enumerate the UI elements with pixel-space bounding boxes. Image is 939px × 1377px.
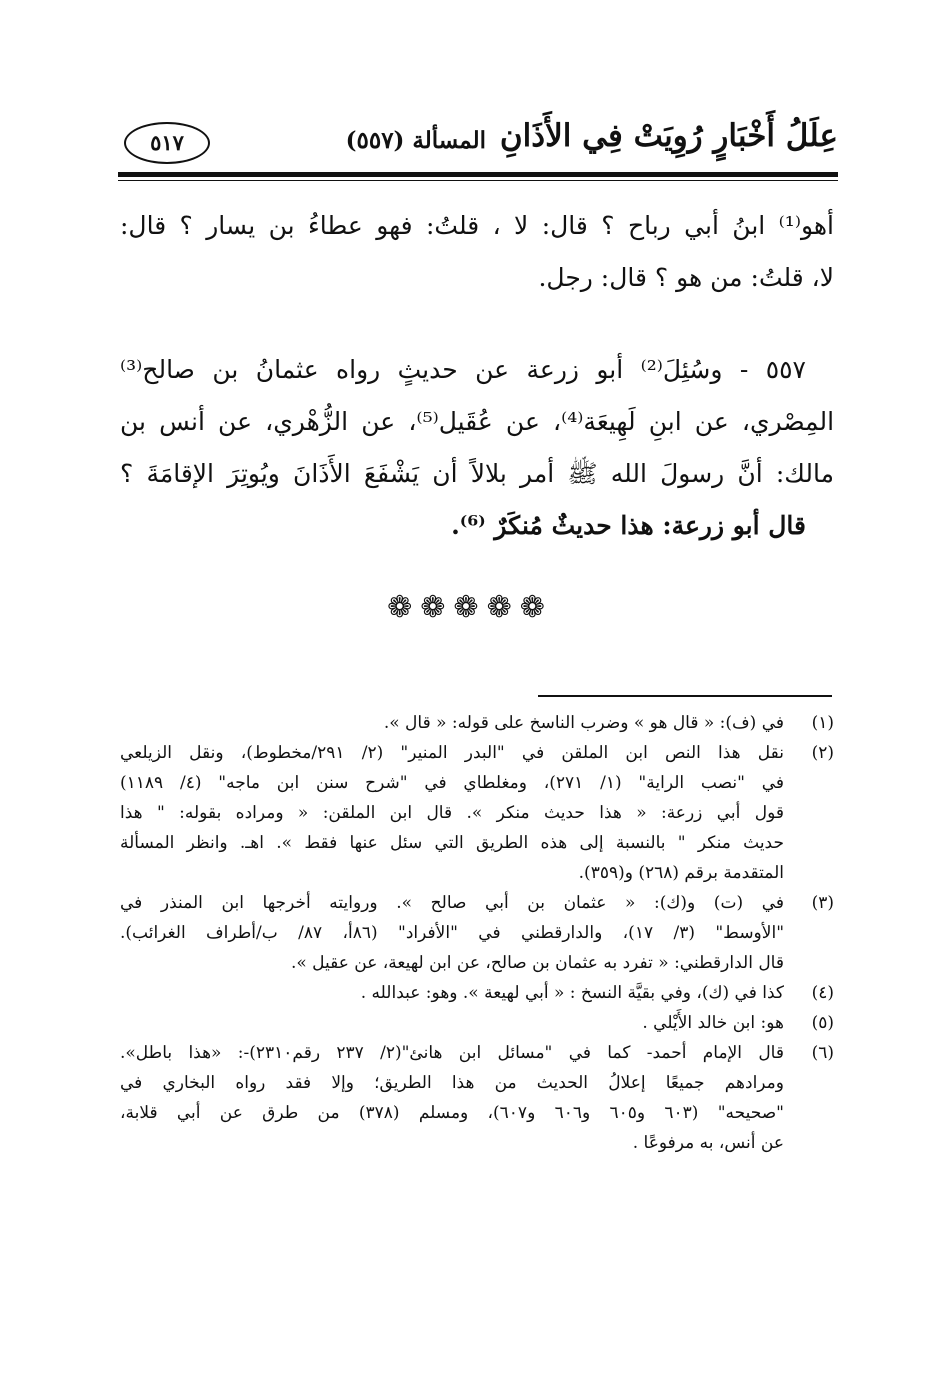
body-line: لا، قلتُ: من هو ؟ قال: رجل. xyxy=(538,263,834,292)
footnote-number: (٤) xyxy=(811,983,834,1003)
footnote-line: "الأوسط" (٣/ ١٧)، والدارقطني في "الأفراد" (٨٦أ، ٨٧/ ب/أطراف الغرائب). xyxy=(120,923,785,943)
footnote-line: في (ف): « قال هو » وضرب الناسخ على قوله: « قال ». xyxy=(383,713,784,733)
page-number-badge: ٥١٧ xyxy=(124,122,210,164)
footnote-line: قال الإمام أحمد- كما في "مسائل ابن هانئ"(٢/ ٢٣٧ رقم٢٣١٠)-: «هذا باطل». xyxy=(120,1043,784,1063)
verdict-line: قال أبو زرعة: هذا حديثٌ مُنكَرٌ ⁽⁶⁾. xyxy=(451,511,806,540)
issue-heading: المسألة (٥٥٧) xyxy=(345,127,486,154)
ornament-divider: ❁❁❁❁❁ xyxy=(387,590,553,625)
footnote-line: ومرادهم جميعًا إعلالُ الحديث من هذا الطريق؛ وإلا فقد رواه البخاري في xyxy=(120,1073,784,1093)
header-rule-thin xyxy=(118,180,838,181)
footnote-line: هو: ابن خالد الأَيْلي . xyxy=(642,1013,784,1033)
footnote-line: المتقدمة برقم (٢٦٨) و(٣٥٩). xyxy=(578,863,784,883)
footnote-line: في "نصب الراية" (١/ ٢٧١)، ومغلطاي في "شرح سنن ابن ماجه" (٤/ ١١٨٩) xyxy=(120,773,784,793)
footnote-separator xyxy=(538,695,832,697)
book-title: عِلَلُ أَخْبَارٍ رُوِيَتْ فِي الأَذَانِ xyxy=(499,118,838,154)
footnote-line: حديث منكر " بالنسبة إلى هذه الطريق التي سئل عنها فقط ». اهـ. وانظر المسألة xyxy=(120,833,784,853)
footnote xyxy=(120,1008,834,1038)
main-text xyxy=(120,200,834,552)
body-line: أهو⁽¹⁾ ابنُ أبي رباح ؟ قال: لا ، قلتُ: فهو عطاءُ بن يسار ؟ قال: xyxy=(120,211,834,240)
footnote xyxy=(120,978,834,1008)
footnote xyxy=(120,1038,834,1158)
footnote xyxy=(120,708,834,738)
issue-line: مالك: أنَّ رسولَ الله ﷺ أمر بلالاً أن يَشْفَعَ الأَذَانَ ويُوتِرَ الإقامَةَ ؟ xyxy=(120,459,834,488)
footnote xyxy=(120,738,834,888)
footnote-line: عن أنس، به مرفوعًا . xyxy=(632,1133,784,1153)
footnote-line: نقل هذا النص ابن الملقن في "البدر المنير" (٢/ ٢٩١/مخطوط)، ونقل الزيلعي xyxy=(120,743,784,763)
footnotes xyxy=(120,708,834,1158)
footnote-line: في (ت) و(ك): « عثمان بن أبي صالح ». وروايته أخرجها ابن المنذر في xyxy=(120,893,784,913)
page-header xyxy=(118,118,838,170)
footnote-number: (٥) xyxy=(811,1013,834,1033)
footnote-line: قال الدارقطني: « تفرد به عثمان بن صالح، عن ابن لهيعة، عن عقيل ». xyxy=(290,953,784,973)
issue-line: المِصْري، عن ابنِ لَهِيعَة⁽⁴⁾، عن عُقَيل⁽⁵⁾، عن الزُّهْري، عن أنس بن xyxy=(120,407,835,436)
footnote-number: (٣) xyxy=(811,893,834,913)
footnote-number: (١) xyxy=(811,713,834,733)
footnote-line: قول أبي زرعة: « هذا حديث منكر ». قال ابن الملقن: « ومراده بقوله: " هذا xyxy=(120,803,784,823)
footnote-line: كذا في (ك)، وفي بقيَّة النسخ : « أبي لهيعة ». وهو: عبدالله . xyxy=(360,983,784,1003)
footnote xyxy=(120,888,834,978)
issue-line: ٥٥٧ - وسُئِلَ⁽²⁾ أبو زرعة عن حديثٍ رواه عثمانُ بن صالح⁽³⁾ xyxy=(120,355,806,384)
footnote-line: "صحيحه" (٦٠٣ و٦٠٥ و٦٠٦ و٦٠٧)، ومسلم (٣٧٨) من طرق عن أبي قلابة، xyxy=(120,1103,784,1123)
footnote-number: (٢) xyxy=(811,743,834,763)
footnote-number: (٦) xyxy=(811,1043,834,1063)
header-rule-thick xyxy=(118,172,838,177)
